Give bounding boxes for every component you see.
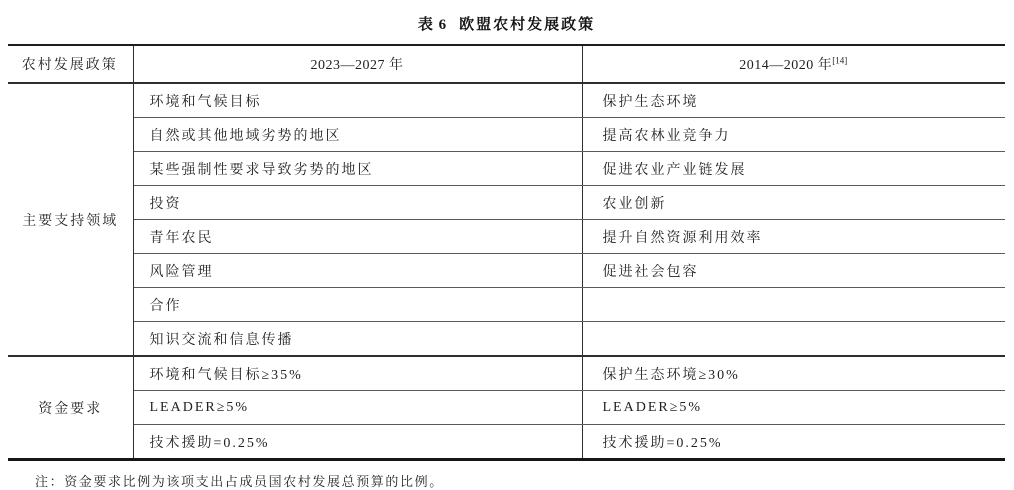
cell-funding-0-2023: 环境和气候目标≥35% <box>133 356 582 391</box>
cell-support-2-2023: 某些强制性要求导致劣势的地区 <box>133 152 582 186</box>
cell-support-1-2014: 提高农林业竞争力 <box>582 118 1005 152</box>
table-row <box>8 322 1005 357</box>
cell-support-6-2014 <box>582 288 1005 322</box>
cell-support-3-2023: 投资 <box>133 186 582 220</box>
table-row <box>8 391 1005 425</box>
header-policy-label: 农村发展政策 <box>8 45 133 83</box>
cell-support-2-2014: 促进农业产业链发展 <box>582 152 1005 186</box>
cell-support-6-2023: 合作 <box>133 288 582 322</box>
citation-ref: [14] <box>832 55 848 66</box>
cell-funding-2-2014: 技术援助=0.25% <box>602 435 723 451</box>
paper-page <box>0 13 1014 489</box>
cell-support-1-2023: 自然或其他地域劣势的地区 <box>133 118 582 152</box>
table-row <box>8 186 1005 220</box>
header-period-2014-2020-label: 2014—2020 年 <box>739 58 833 73</box>
table-row <box>8 288 1005 322</box>
cell-support-4-2014: 提升自然资源利用效率 <box>582 220 1005 254</box>
header-period-2014-2020 <box>582 45 1005 83</box>
cell-support-7-2014 <box>582 322 1005 357</box>
cell-support-3-2014: 农业创新 <box>582 186 1005 220</box>
table-row <box>8 118 1005 152</box>
table-row <box>8 425 1005 460</box>
cell-support-5-2014: 促进社会包容 <box>582 254 1005 288</box>
table-title-text: 欧盟农村发展政策 <box>459 17 596 33</box>
table-row <box>8 152 1005 186</box>
cell-support-0-2023: 环境和气候目标 <box>133 83 582 118</box>
table-row <box>8 83 1005 118</box>
table-title <box>8 13 1005 34</box>
group-label-support-areas: 主要支持领域 <box>8 83 133 356</box>
eu-rural-development-policy-table <box>8 44 1005 461</box>
cell-support-4-2023: 青年农民 <box>133 220 582 254</box>
table-row <box>8 220 1005 254</box>
table-row <box>8 254 1005 288</box>
cell-support-0-2014: 保护生态环境 <box>582 83 1005 118</box>
table-header-row <box>8 45 1005 83</box>
cell-support-7-2023: 知识交流和信息传播 <box>133 322 582 357</box>
table-note: 注：资金要求比例为该项支出占成员国农村发展总预算的比例。 <box>35 474 444 489</box>
cell-funding-1-2014: LEADER≥5% <box>582 391 1005 425</box>
cell-funding-2-2023: 技术援助=0.25% <box>133 425 582 460</box>
table-row <box>8 356 1005 391</box>
group-label-funding-requirements: 资金要求 <box>8 356 133 460</box>
cell-funding-1-2023: LEADER≥5% <box>133 391 582 425</box>
cell-support-5-2023: 风险管理 <box>133 254 582 288</box>
table-number: 表 6 <box>417 17 448 33</box>
cell-funding-0-2014: 保护生态环境≥30% <box>582 356 1005 391</box>
header-period-2023-2027: 2023—2027 年 <box>133 45 582 83</box>
